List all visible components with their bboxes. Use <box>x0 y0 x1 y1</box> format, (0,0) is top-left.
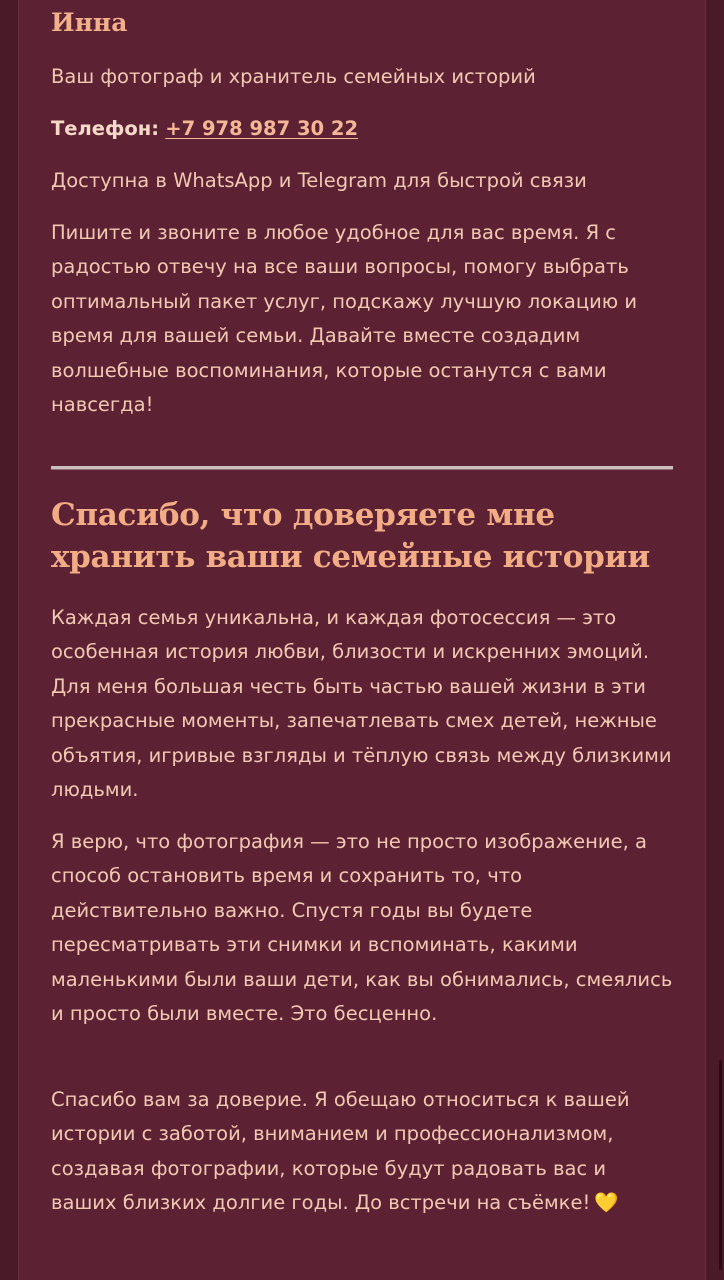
contact-intro-paragraph: Пишите и звоните в любое удобное для вас время. Я с радостью отвечу на все ваши вопросы, помогу выбрать оптимальный пакет услуг, подскажу лучшую локацию и время для вашей семьи. Давайте вместе создадим волшебные воспоминания, которые останутся с вами навсегда! <box>51 221 638 417</box>
thanks-paragraph-3-text: Спасибо вам за доверие. Я обещаю относиться к вашей истории с заботой, вниманием и профессионализмом, создавая фотографии, которые будут радовать вас и ваших близких долгие годы. До встречи на съёмке! <box>51 1088 630 1215</box>
photographer-name: Инна <box>51 8 128 37</box>
phone-line <box>51 112 673 146</box>
phone-link[interactable]: +7 978 987 30 22 <box>165 117 359 140</box>
availability-text: Доступна в WhatsApp и Telegram для быстрой связи <box>51 169 587 192</box>
scrollbar-thumb[interactable] <box>719 1060 722 1270</box>
tagline: Ваш фотограф и хранитель семейных историй <box>51 65 536 88</box>
yellow-heart-icon: 💛 <box>594 1191 619 1215</box>
thanks-heading: Спасибо, что доверяете мне хранить ваши семейные истории <box>51 497 650 575</box>
thanks-paragraph-1: Каждая семья уникальна, и каждая фотосессия — это особенная история любви, близости и искренних эмоций. Для меня большая честь быть частью вашей жизни в эти прекрасные моменты, запечатлевать смех детей, нежные объятия, игривые взгляды и тёплую связь между близкими людьми. <box>51 606 672 802</box>
thanks-paragraph-2: Я верю, что фотография — это не просто изображение, а способ остановить время и сохранить то, что действительно важно. Спустя годы вы будете пересматривать эти снимки и вспоминать, какими маленькими были ваши дети, как вы обнимались, смеялись и просто были вместе. Это бесценно. <box>51 830 673 1026</box>
content-panel <box>18 0 706 1280</box>
phone-label: Телефон: <box>51 117 160 140</box>
section-divider <box>51 466 673 470</box>
thanks-paragraph-3 <box>51 1083 673 1221</box>
